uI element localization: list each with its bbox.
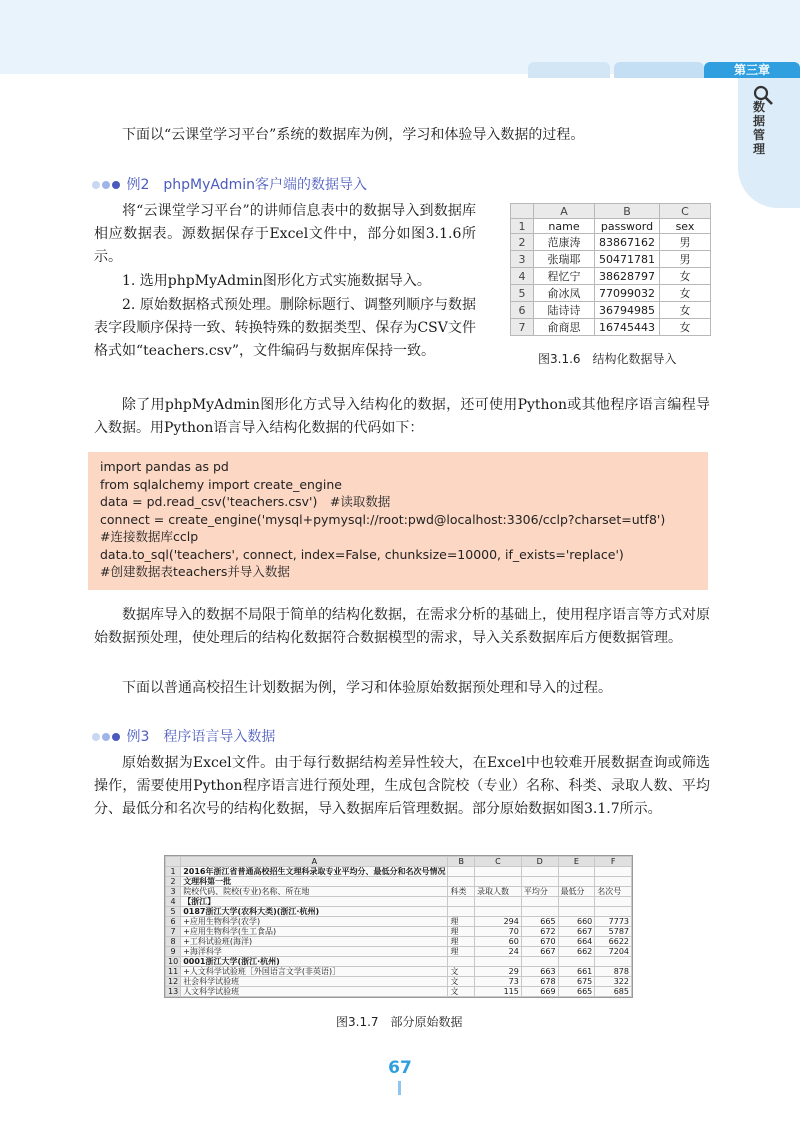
cell: 0001浙江大学(浙江·杭州) [181,957,448,967]
row-number: 6 [166,917,181,927]
cell: 672 [521,927,558,937]
table-row [166,957,632,967]
row-number: 2 [511,234,534,251]
table-row [166,887,632,897]
row-number: 5 [166,907,181,917]
table-row [511,268,711,285]
bullet-dots-icon [92,177,122,193]
cell: 670 [521,937,558,947]
cell: 女 [660,285,711,302]
col-header: B [448,857,475,867]
cell: 理 [448,947,475,957]
row-number: 13 [166,987,181,997]
table-row [166,967,632,977]
cell: 名次号 [595,887,632,897]
cell [558,957,595,967]
table-row [511,251,711,268]
cell: +工科试验班(海洋) [181,937,448,947]
example2-paragraph: 将“云课堂学习平台”的讲师信息表中的数据导入到数据库相应数据表。源数据保存于Excel文件中，部分如图3.1.6所示。 [94,203,476,265]
cell: +人文科学试验班［外国语言文学(非英语)］ [181,967,448,977]
cell [595,957,632,967]
cell: 73 [475,977,522,987]
cell [595,897,632,907]
cell: 70 [475,927,522,937]
col-header: D [521,857,558,867]
table-row [166,917,632,927]
cell: 24 [475,947,522,957]
code-line: #连接数据库cclp [100,529,199,544]
row-number: 3 [511,251,534,268]
cell: 理 [448,937,475,947]
row-number: 1 [166,867,181,877]
cell [448,897,475,907]
cell: 29 [475,967,522,977]
cell [595,877,632,887]
code-line: data.to_sql('teachers', connect, index=False, chunksize=10000, if_exists='replace') [100,546,624,562]
col-header: F [595,857,632,867]
cell: +海洋科学 [181,947,448,957]
cell: 科类 [448,887,475,897]
cell: 程忆宁 [534,268,595,285]
code-line: import pandas as pd [100,459,229,474]
cell [521,957,558,967]
col-header: A [181,857,448,867]
table-row [166,987,632,997]
cell [448,907,475,917]
cell [448,957,475,967]
col-header: C [475,857,522,867]
cell: 661 [558,967,595,977]
row-number: 10 [166,957,181,967]
example2-title: 例2 phpMyAdmin客户端的数据导入 [126,177,367,193]
cell: 667 [558,927,595,937]
cell: 663 [521,967,558,977]
cell: 社会科学试验班 [181,977,448,987]
cell: 664 [558,937,595,947]
code-line: connect = create_engine('mysql+pymysql://root:pwd@localhost:3306/cclp?charset=utf8') [100,511,666,527]
cell: 5787 [595,927,632,937]
row-number: 11 [166,967,181,977]
cell: 7204 [595,947,632,957]
cell: name [534,219,595,234]
cell: 录取人数 [475,887,522,897]
cell: 665 [558,987,595,997]
cell: +应用生物科学(生工食品) [181,927,448,937]
row-number: 4 [166,897,181,907]
row-number: 6 [511,302,534,319]
page-number-marker [398,1081,401,1095]
cell [558,907,595,917]
table-row [166,947,632,957]
cell: 685 [595,987,632,997]
cell [595,867,632,877]
col-header: A [534,204,595,219]
bullet-dots-icon [92,729,122,745]
example2-step2: 2. 原始数据格式预处理。删除标题行、调整列顺序与数据表字段顺序保持一致、转换特殊的数据类型、保存为CSV文件格式如“teachers.csv”，文件编码与数据库保持一致。 [94,297,476,359]
header-tab-decor [614,62,704,78]
cell: 女 [660,268,711,285]
cell: +应用生物科学(农学) [181,917,448,927]
figure-caption: 图3.1.6 结构化数据导入 [538,352,677,366]
paragraph-4: 下面以普通高校招生计划数据为例，学习和体验原始数据预处理和导入的过程。 [122,680,612,696]
example3-heading [92,726,275,746]
cell [521,867,558,877]
table-row [166,937,632,947]
chapter-tab: 第三章 [704,62,800,78]
teachers-spreadsheet [510,203,711,336]
cell: 理 [448,917,475,927]
cell: 俞冰凤 [534,285,595,302]
cell: 38628797 [595,268,660,285]
cell: 陆诗诗 [534,302,595,319]
cell [475,957,522,967]
cell [558,867,595,877]
corner-cell [511,204,534,219]
cell: 83867162 [595,234,660,251]
cell: 女 [660,302,711,319]
cell: 60 [475,937,522,947]
intro-text: 下面以“云课堂学习平台”系统的数据库为例，学习和体验导入数据的过程。 [122,127,585,143]
table-row [166,907,632,917]
cell: 文 [448,977,475,987]
example3-paragraph: 原始数据为Excel文件。由于每行数据结构差异性较大，在Excel中也较难开展数据查询或筛选操作，需要使用Python程序语言进行预处理，生成包含院校（专业）名称、科类、录取人数、平均分、最低分和名次号的结构化数据，导入数据库后管理数据。部分原始数据如图3.1.7所示。 [94,755,710,817]
cell: 675 [558,977,595,987]
cell: 最低分 [558,887,595,897]
cell [558,897,595,907]
cell: 男 [660,251,711,268]
corner-cell [166,857,181,867]
figure-caption: 图3.1.7 部分原始数据 [336,1015,463,1029]
cell [475,877,522,887]
cell [475,897,522,907]
cell: 女 [660,319,711,336]
python-intro-paragraph: 除了用phpMyAdmin图形化方式导入结构化的数据，还可使用Python或其他程序语言编程导入数据。用Python语言导入结构化数据的代码如下： [94,397,710,436]
cell: 6622 [595,937,632,947]
cell: 人文科学试验班 [181,987,448,997]
cell: 文理科第一批 [181,877,448,887]
cell [595,907,632,917]
cell: 678 [521,977,558,987]
cell: 文 [448,987,475,997]
cell: 667 [521,947,558,957]
cell: 文 [448,967,475,977]
table-row [166,977,632,987]
page-number: 67 [388,1058,412,1078]
cell: 322 [595,977,632,987]
cell: 36794985 [595,302,660,319]
spreadsheet-header-row [166,857,632,867]
cell: 77099032 [595,285,660,302]
row-number: 1 [511,219,534,234]
cell: 660 [558,917,595,927]
table-row [166,867,632,877]
example2-step1: 1. 选用phpMyAdmin图形化方式实施数据导入。 [122,273,431,289]
code-line: #创建数据表teachers并导入数据 [100,564,290,579]
example3-title: 例3 程序语言导入数据 [126,729,276,745]
cell [475,907,522,917]
cell [448,867,475,877]
table-row [511,234,711,251]
row-number: 3 [166,887,181,897]
cell: 理 [448,927,475,937]
row-number: 7 [511,319,534,336]
row-number: 2 [166,877,181,887]
cell: 50471781 [595,251,660,268]
row-number: 4 [511,268,534,285]
cell: 662 [558,947,595,957]
table-row [511,285,711,302]
paragraph-3: 数据库导入的数据不局限于简单的结构化数据，在需求分析的基础上，使用程序语言等方式对原始数据预处理，使处理后的结构化数据符合数据模型的需求，导入关系数据库后方便数据管理。 [94,607,710,646]
row-number: 12 [166,977,181,987]
cell [521,907,558,917]
cell [521,877,558,887]
col-header: C [660,204,711,219]
cell [558,877,595,887]
table-row [511,319,711,336]
cell [448,877,475,887]
cell: 665 [521,917,558,927]
table-row [166,877,632,887]
cell: 平均分 [521,887,558,897]
code-line: from sqlalchemy import create_engine [100,476,342,492]
cell: 张瑞耶 [534,251,595,268]
cell: 16745443 [595,319,660,336]
table-row [166,927,632,937]
cell: 7773 [595,917,632,927]
cell: 294 [475,917,522,927]
cell: 878 [595,967,632,977]
cell: 范康涛 [534,234,595,251]
example2-heading [92,174,367,194]
cell: 669 [521,987,558,997]
row-number: 9 [166,947,181,957]
cell: sex [660,219,711,234]
code-line: data = pd.read_csv('teachers.csv') #读取数据 [100,494,391,509]
code-block [88,452,708,590]
cell: password [595,219,660,234]
cell: 0187浙江大学(农科大类)(浙江·杭州) [181,907,448,917]
row-number: 5 [511,285,534,302]
cell [475,867,522,877]
table-row [511,302,711,319]
cell: 俞商思 [534,319,595,336]
col-header: E [558,857,595,867]
header-tab-decor [528,62,610,78]
table-row [166,897,632,907]
row-number: 7 [166,927,181,937]
cell: 115 [475,987,522,997]
col-header: B [595,204,660,219]
cell [521,897,558,907]
cell: 2016年浙江省普通高校招生文理科录取专业平均分、最低分和名次号情况 [181,867,448,877]
table-row [511,219,711,234]
side-chapter-label: 数据管理 [752,100,765,156]
row-number: 8 [166,937,181,947]
cell: 男 [660,234,711,251]
cell: 院校代码、院校(专业)名称、所在地 [181,887,448,897]
cell: 【浙江】 [181,897,448,907]
admission-spreadsheet [164,855,633,998]
spreadsheet-header-row [511,204,711,219]
